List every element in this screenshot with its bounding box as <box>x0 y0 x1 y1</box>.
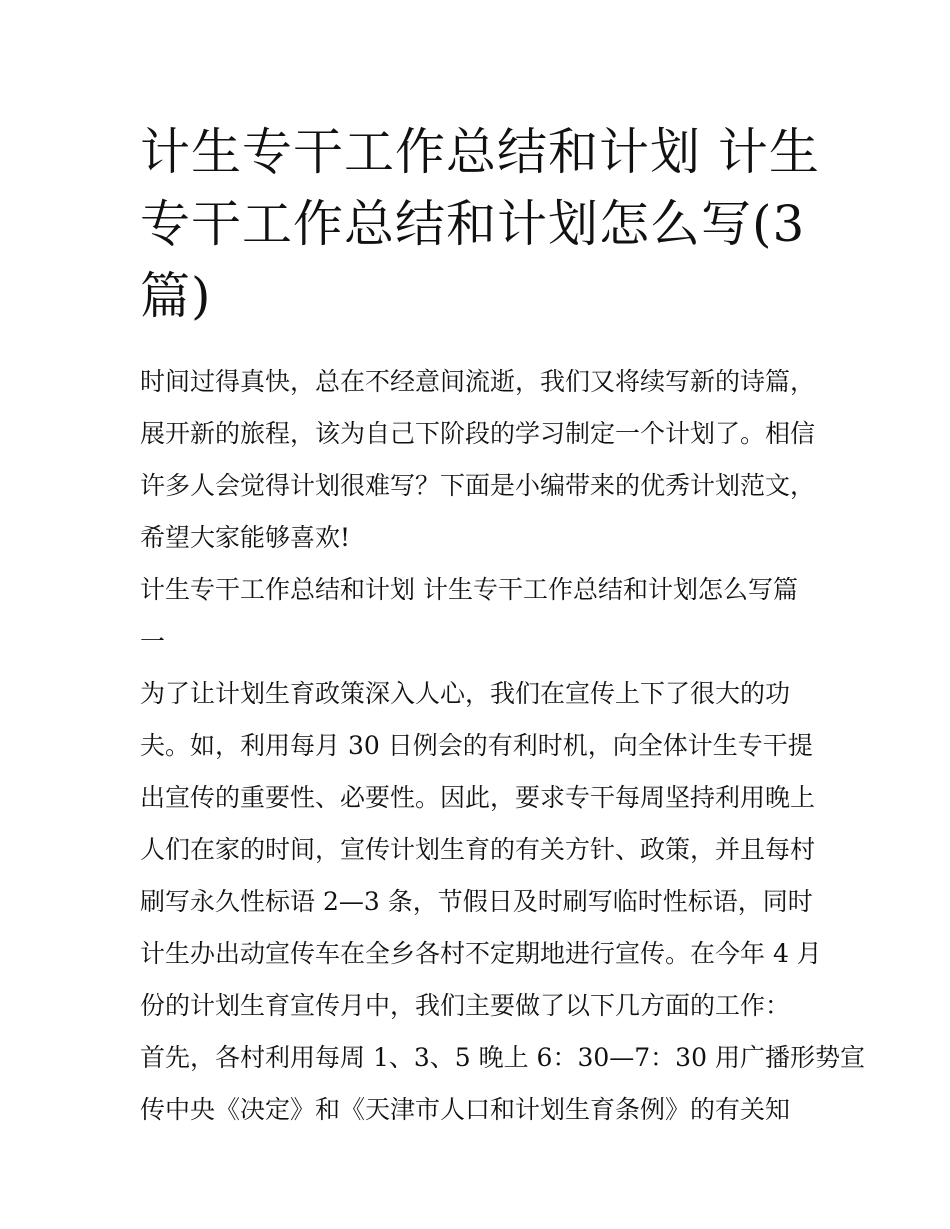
body-line-7: 份的计划生育宣传月中，我们主要做了以下几方面的工作： <box>140 991 791 1020</box>
section-heading <box>140 564 820 668</box>
intro-line-2: 展开新的旅程，该为自己下阶段的学习制定一个计划了。相信 <box>140 419 816 448</box>
section-heading-line-2: 一 <box>140 627 166 656</box>
intro-paragraph <box>140 356 820 564</box>
title-line-1: 计生专干工作总结和计划 计生 <box>140 123 820 181</box>
body-line-9: 传中央《决定》和《天津市人口和计划生育条例》的有关知 <box>140 1095 791 1124</box>
intro-line-1: 时间过得真快，总在不经意间流逝，我们又将续写新的诗篇， <box>140 367 816 396</box>
document-page <box>140 116 865 1136</box>
intro-line-3: 许多人会觉得计划很难写？下面是小编带来的优秀计划范文， <box>140 471 816 500</box>
body-line-6: 计生办出动宣传车在全乡各村不定期地进行宣传。在今年 4 月 <box>140 939 822 968</box>
body-line-3: 出宣传的重要性、必要性。因此，要求专干每周坚持利用晚上 <box>140 783 816 812</box>
title-line-3: 篇) <box>140 267 212 325</box>
body-line-2: 夫。如，利用每月 30 日例会的有利时机，向全体计生专干提 <box>140 731 813 760</box>
body-line-5: 刷写永久性标语 2—3 条，节假日及时刷写临时性标语，同时 <box>140 887 813 916</box>
body-line-4: 人们在家的时间，宣传计划生育的有关方针、政策，并且每村 <box>140 835 816 864</box>
body-paragraph <box>140 668 865 1136</box>
document-body <box>140 356 865 1136</box>
document-title <box>140 116 820 332</box>
body-line-1: 为了让计划生育政策深入人心，我们在宣传上下了很大的功 <box>140 679 791 708</box>
title-line-2: 专干工作总结和计划怎么写(3 <box>140 195 806 253</box>
body-line-8: 首先，各村利用每周 1、3、5 晚上 6：30—7：30 用广播形势宣 <box>140 1043 865 1072</box>
section-heading-line-1: 计生专干工作总结和计划 计生专干工作总结和计划怎么写篇 <box>140 575 798 604</box>
intro-line-4: 希望大家能够喜欢! <box>140 523 351 552</box>
